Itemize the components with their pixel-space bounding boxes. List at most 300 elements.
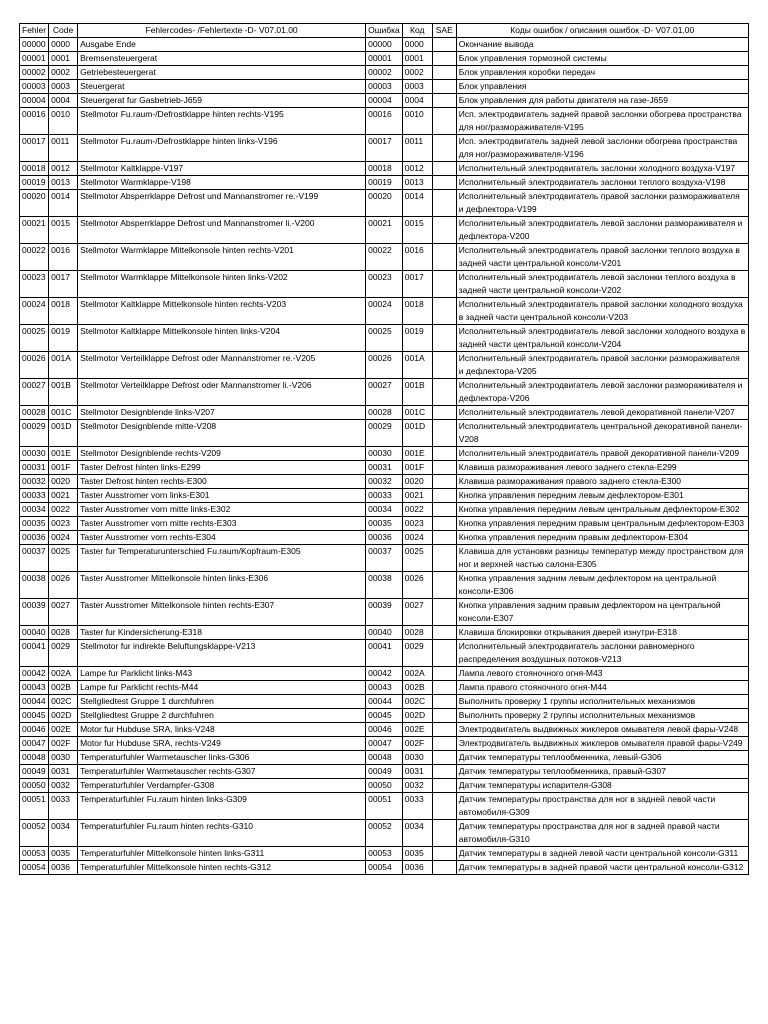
cell-fehler: 00019 xyxy=(20,176,49,190)
cell-code: 0033 xyxy=(49,793,78,820)
cell-oshibka: 00028 xyxy=(366,406,403,420)
cell-code: 0012 xyxy=(49,162,78,176)
cell-sae xyxy=(432,475,456,489)
cell-oshibka: 00051 xyxy=(366,793,403,820)
cell-ru-text: Кнопка управления передним левым дефлектором-E301 xyxy=(456,489,748,503)
cell-sae xyxy=(432,298,456,325)
cell-kod: 0015 xyxy=(402,217,432,244)
cell-de-text: Steuergerat xyxy=(78,80,366,94)
cell-code: 0011 xyxy=(49,135,78,162)
cell-de-text: Taster Ausstromer vorn links-E301 xyxy=(78,489,366,503)
cell-fehler: 00018 xyxy=(20,162,49,176)
header-kod: Код xyxy=(402,24,432,38)
cell-fehler: 00017 xyxy=(20,135,49,162)
cell-fehler: 00051 xyxy=(20,793,49,820)
table-row xyxy=(20,503,749,517)
cell-sae xyxy=(432,572,456,599)
cell-ru-text: Кнопка управления задним левым дефлектором на центральной консоли-E306 xyxy=(456,572,748,599)
cell-sae xyxy=(432,531,456,545)
cell-ru-text: Блок управления тормозной системы xyxy=(456,52,748,66)
cell-de-text: Taster Ausstromer Mittelkonsole hinten links-E306 xyxy=(78,572,366,599)
cell-sae xyxy=(432,709,456,723)
table-row xyxy=(20,352,749,379)
table-row xyxy=(20,176,749,190)
cell-code: 0026 xyxy=(49,572,78,599)
cell-oshibka: 00035 xyxy=(366,517,403,531)
cell-de-text: Temperaturfuhler Fu.raum hinten rechts-G310 xyxy=(78,820,366,847)
cell-fehler: 00026 xyxy=(20,352,49,379)
cell-de-text: Getriebesteuergerat xyxy=(78,66,366,80)
table-row xyxy=(20,52,749,66)
cell-sae xyxy=(432,38,456,52)
cell-oshibka: 00031 xyxy=(366,461,403,475)
cell-oshibka: 00036 xyxy=(366,531,403,545)
table-row xyxy=(20,162,749,176)
table-row xyxy=(20,751,749,765)
cell-code: 001D xyxy=(49,420,78,447)
cell-code: 0017 xyxy=(49,271,78,298)
cell-sae xyxy=(432,176,456,190)
cell-fehler: 00032 xyxy=(20,475,49,489)
cell-kod: 0032 xyxy=(402,779,432,793)
cell-fehler: 00027 xyxy=(20,379,49,406)
cell-code: 002E xyxy=(49,723,78,737)
table-row xyxy=(20,779,749,793)
cell-sae xyxy=(432,108,456,135)
cell-oshibka: 00021 xyxy=(366,217,403,244)
cell-oshibka: 00000 xyxy=(366,38,403,52)
cell-de-text: Temperaturfuhler Mittelkonsole hinten links-G311 xyxy=(78,847,366,861)
cell-de-text: Motor fur Hubduse SRA, rechts-V249 xyxy=(78,737,366,751)
cell-sae xyxy=(432,244,456,271)
cell-oshibka: 00039 xyxy=(366,599,403,626)
cell-code: 0022 xyxy=(49,503,78,517)
cell-fehler: 00001 xyxy=(20,52,49,66)
cell-de-text: Stellmotor Kaltklappe-V197 xyxy=(78,162,366,176)
table-row xyxy=(20,94,749,108)
cell-sae xyxy=(432,793,456,820)
cell-sae xyxy=(432,626,456,640)
cell-fehler: 00028 xyxy=(20,406,49,420)
header-fehler: Fehler xyxy=(20,24,49,38)
cell-kod: 002B xyxy=(402,681,432,695)
cell-sae xyxy=(432,723,456,737)
cell-code: 0032 xyxy=(49,779,78,793)
cell-code: 0014 xyxy=(49,190,78,217)
cell-oshibka: 00047 xyxy=(366,737,403,751)
table-row xyxy=(20,80,749,94)
error-code-table xyxy=(19,23,749,875)
cell-de-text: Motor fur Hubduse SRA, links-V248 xyxy=(78,723,366,737)
cell-fehler: 00031 xyxy=(20,461,49,475)
cell-kod: 0036 xyxy=(402,861,432,875)
cell-fehler: 00050 xyxy=(20,779,49,793)
cell-kod: 0002 xyxy=(402,66,432,80)
cell-sae xyxy=(432,640,456,667)
table-row xyxy=(20,325,749,352)
cell-code: 0010 xyxy=(49,108,78,135)
cell-kod: 0031 xyxy=(402,765,432,779)
cell-fehler: 00004 xyxy=(20,94,49,108)
cell-de-text: Stellmotor Verteilklappe Defrost oder Mannanstromer re.-V205 xyxy=(78,352,366,379)
cell-code: 0004 xyxy=(49,94,78,108)
cell-kod: 0012 xyxy=(402,162,432,176)
cell-sae xyxy=(432,379,456,406)
cell-oshibka: 00053 xyxy=(366,847,403,861)
cell-kod: 001A xyxy=(402,352,432,379)
cell-kod: 0010 xyxy=(402,108,432,135)
cell-oshibka: 00030 xyxy=(366,447,403,461)
cell-oshibka: 00040 xyxy=(366,626,403,640)
cell-fehler: 00002 xyxy=(20,66,49,80)
cell-sae xyxy=(432,190,456,217)
cell-oshibka: 00026 xyxy=(366,352,403,379)
cell-ru-text: Кнопка управления передним правым дефлектором-E304 xyxy=(456,531,748,545)
cell-ru-text: Датчик температуры пространства для ног в задней левой части автомобиля-G309 xyxy=(456,793,748,820)
header-sae: SAE xyxy=(432,24,456,38)
cell-kod: 0027 xyxy=(402,599,432,626)
cell-oshibka: 00022 xyxy=(366,244,403,271)
cell-oshibka: 00024 xyxy=(366,298,403,325)
cell-de-text: Stellmotor Designblende mitte-V208 xyxy=(78,420,366,447)
cell-oshibka: 00054 xyxy=(366,861,403,875)
cell-ru-text: Исполнительный электродвигатель заслонки холодного воздуха-V197 xyxy=(456,162,748,176)
cell-ru-text: Исполнительный электродвигатель центральной декоративной панели-V208 xyxy=(456,420,748,447)
cell-oshibka: 00023 xyxy=(366,271,403,298)
cell-de-text: Temperaturfuhler Fu.raum hinten links-G309 xyxy=(78,793,366,820)
cell-de-text: Temperaturfuhler Warmetauscher links-G306 xyxy=(78,751,366,765)
cell-ru-text: Исполнительный электродвигатель левой заслонки размораживателя и дефлектора-V206 xyxy=(456,379,748,406)
cell-oshibka: 00033 xyxy=(366,489,403,503)
table-row xyxy=(20,640,749,667)
cell-code: 001B xyxy=(49,379,78,406)
cell-ru-text: Датчик температуры в задней левой части центральной консоли-G311 xyxy=(456,847,748,861)
cell-de-text: Taster Ausstromer vorn rechts-E304 xyxy=(78,531,366,545)
cell-de-text: Stellmotor Fu.raum-/Defrostklappe hinten links-V196 xyxy=(78,135,366,162)
header-row xyxy=(20,24,749,38)
cell-kod: 0014 xyxy=(402,190,432,217)
table-row xyxy=(20,599,749,626)
cell-de-text: Lampe fur Parklicht links-M43 xyxy=(78,667,366,681)
cell-code: 0036 xyxy=(49,861,78,875)
cell-fehler: 00023 xyxy=(20,271,49,298)
cell-ru-text: Кнопка управления передним левым центральным дефлектором-E302 xyxy=(456,503,748,517)
table-row xyxy=(20,765,749,779)
cell-sae xyxy=(432,447,456,461)
cell-kod: 0013 xyxy=(402,176,432,190)
cell-kod: 002F xyxy=(402,737,432,751)
cell-oshibka: 00049 xyxy=(366,765,403,779)
cell-sae xyxy=(432,271,456,298)
cell-de-text: Stellmotor Designblende links-V207 xyxy=(78,406,366,420)
cell-ru-text: Исполнительный электродвигатель левой заслонки холодного воздуха в задней части центральной консоли-V204 xyxy=(456,325,748,352)
cell-sae xyxy=(432,80,456,94)
cell-sae xyxy=(432,325,456,352)
cell-fehler: 00021 xyxy=(20,217,49,244)
cell-kod: 0017 xyxy=(402,271,432,298)
table-row xyxy=(20,667,749,681)
table-row xyxy=(20,695,749,709)
cell-kod: 002E xyxy=(402,723,432,737)
cell-fehler: 00044 xyxy=(20,695,49,709)
cell-ru-text: Электродвигатель выдвижных жиклеров омывателя правой фары-V249 xyxy=(456,737,748,751)
cell-code: 002D xyxy=(49,709,78,723)
cell-code: 0035 xyxy=(49,847,78,861)
cell-sae xyxy=(432,545,456,572)
table-row xyxy=(20,723,749,737)
header-code: Code xyxy=(49,24,78,38)
cell-kod: 001F xyxy=(402,461,432,475)
cell-sae xyxy=(432,217,456,244)
cell-ru-text: Электродвигатель выдвижных жиклеров омывателя левой фары-V248 xyxy=(456,723,748,737)
cell-ru-text: Выполнить проверку 2 группы исполнительных механизмов xyxy=(456,709,748,723)
table-row xyxy=(20,709,749,723)
cell-fehler: 00042 xyxy=(20,667,49,681)
cell-ru-text: Кнопка управления задним правым дефлектором на центральной консоли-E307 xyxy=(456,599,748,626)
cell-code: 0031 xyxy=(49,765,78,779)
cell-sae xyxy=(432,420,456,447)
cell-de-text: Stellgliedtest Gruppe 2 durchfuhren xyxy=(78,709,366,723)
cell-de-text: Stellmotor Designblende rechts-V209 xyxy=(78,447,366,461)
cell-ru-text: Блок управления xyxy=(456,80,748,94)
cell-kod: 0026 xyxy=(402,572,432,599)
cell-sae xyxy=(432,94,456,108)
cell-kod: 001E xyxy=(402,447,432,461)
cell-sae xyxy=(432,162,456,176)
cell-sae xyxy=(432,847,456,861)
cell-kod: 0034 xyxy=(402,820,432,847)
cell-sae xyxy=(432,503,456,517)
cell-sae xyxy=(432,779,456,793)
header-oshibka: Ошибка xyxy=(366,24,403,38)
cell-fehler: 00048 xyxy=(20,751,49,765)
cell-fehler: 00036 xyxy=(20,531,49,545)
cell-kod: 002A xyxy=(402,667,432,681)
cell-code: 0021 xyxy=(49,489,78,503)
cell-sae xyxy=(432,406,456,420)
cell-de-text: Stellmotor fur indirekte Beluftungsklappe-V213 xyxy=(78,640,366,667)
cell-de-text: Stellmotor Verteilklappe Defrost oder Mannanstromer li.-V206 xyxy=(78,379,366,406)
cell-sae xyxy=(432,52,456,66)
cell-de-text: Taster fur Temperaturunterschied Fu.raum/Kopfraum-E305 xyxy=(78,545,366,572)
cell-sae xyxy=(432,66,456,80)
cell-de-text: Stellmotor Warmklappe Mittelkonsole hinten rechts-V201 xyxy=(78,244,366,271)
cell-oshibka: 00025 xyxy=(366,325,403,352)
table-row xyxy=(20,847,749,861)
table-row xyxy=(20,271,749,298)
cell-ru-text: Клавиша для установки разницы температур между пространством для ног и верхней частью салона-E305 xyxy=(456,545,748,572)
cell-oshibka: 00019 xyxy=(366,176,403,190)
cell-oshibka: 00044 xyxy=(366,695,403,709)
cell-sae xyxy=(432,695,456,709)
cell-sae xyxy=(432,861,456,875)
cell-sae xyxy=(432,461,456,475)
cell-oshibka: 00018 xyxy=(366,162,403,176)
cell-sae xyxy=(432,765,456,779)
cell-code: 0015 xyxy=(49,217,78,244)
cell-ru-text: Лампа левого стояночного огня-M43 xyxy=(456,667,748,681)
cell-oshibka: 00042 xyxy=(366,667,403,681)
table-row xyxy=(20,489,749,503)
cell-sae xyxy=(432,751,456,765)
cell-ru-text: Исп. электродвигатель задней левой заслонки обогрева пространства для ног/размораживателя-V196 xyxy=(456,135,748,162)
cell-ru-text: Клавиша блокировки открывания дверей изнутри-E318 xyxy=(456,626,748,640)
cell-code: 0028 xyxy=(49,626,78,640)
cell-kod: 0030 xyxy=(402,751,432,765)
cell-de-text: Ausgabe Ende xyxy=(78,38,366,52)
cell-kod: 002D xyxy=(402,709,432,723)
cell-fehler: 00046 xyxy=(20,723,49,737)
cell-de-text: Stellmotor Warmklappe Mittelkonsole hinten links-V202 xyxy=(78,271,366,298)
cell-fehler: 00022 xyxy=(20,244,49,271)
cell-sae xyxy=(432,517,456,531)
cell-ru-text: Датчик температуры теплообменника, левый-G306 xyxy=(456,751,748,765)
cell-kod: 0023 xyxy=(402,517,432,531)
table-row xyxy=(20,379,749,406)
cell-ru-text: Окончание вывода xyxy=(456,38,748,52)
cell-kod: 002C xyxy=(402,695,432,709)
cell-oshibka: 00034 xyxy=(366,503,403,517)
cell-oshibka: 00045 xyxy=(366,709,403,723)
cell-de-text: Stellmotor Absperrklappe Defrost und Mannanstromer re.-V199 xyxy=(78,190,366,217)
cell-sae xyxy=(432,599,456,626)
cell-de-text: Lampe fur Parklicht rechts-M44 xyxy=(78,681,366,695)
cell-oshibka: 00003 xyxy=(366,80,403,94)
cell-ru-text: Кнопка управления передним правым центральным дефлектором-E303 xyxy=(456,517,748,531)
cell-code: 0001 xyxy=(49,52,78,66)
cell-fehler: 00049 xyxy=(20,765,49,779)
cell-fehler: 00003 xyxy=(20,80,49,94)
cell-oshibka: 00048 xyxy=(366,751,403,765)
cell-code: 002C xyxy=(49,695,78,709)
cell-fehler: 00039 xyxy=(20,599,49,626)
cell-ru-text: Исполнительный электродвигатель левой декоративной панели-V207 xyxy=(456,406,748,420)
cell-code: 0018 xyxy=(49,298,78,325)
cell-fehler: 00038 xyxy=(20,572,49,599)
cell-fehler: 00052 xyxy=(20,820,49,847)
cell-code: 0024 xyxy=(49,531,78,545)
table-row xyxy=(20,861,749,875)
cell-code: 0000 xyxy=(49,38,78,52)
cell-sae xyxy=(432,737,456,751)
cell-oshibka: 00016 xyxy=(366,108,403,135)
cell-kod: 0024 xyxy=(402,531,432,545)
cell-ru-text: Лампа правого стояночного огня-M44 xyxy=(456,681,748,695)
header-ru-title: Коды ошибок / описания ошибок -D- V07.01.00 xyxy=(456,24,748,38)
table-row xyxy=(20,475,749,489)
cell-ru-text: Исполнительный электродвигатель правой декоративной панели-V209 xyxy=(456,447,748,461)
cell-fehler: 00053 xyxy=(20,847,49,861)
table-row xyxy=(20,244,749,271)
table-row xyxy=(20,820,749,847)
table-row xyxy=(20,461,749,475)
cell-kod: 001B xyxy=(402,379,432,406)
cell-kod: 0020 xyxy=(402,475,432,489)
cell-code: 0034 xyxy=(49,820,78,847)
cell-fehler: 00043 xyxy=(20,681,49,695)
cell-oshibka: 00027 xyxy=(366,379,403,406)
cell-code: 001F xyxy=(49,461,78,475)
cell-de-text: Taster Defrost hinten rechts-E300 xyxy=(78,475,366,489)
cell-de-text: Stellmotor Warmklappe-V198 xyxy=(78,176,366,190)
cell-de-text: Temperaturfuhler Verdampfer-G308 xyxy=(78,779,366,793)
cell-oshibka: 00050 xyxy=(366,779,403,793)
cell-ru-text: Клавиша размораживания левого заднего стекла-E299 xyxy=(456,461,748,475)
cell-de-text: Stellmotor Kaltklappe Mittelkonsole hinten rechts-V203 xyxy=(78,298,366,325)
cell-ru-text: Исполнительный электродвигатель правой заслонки размораживателя и дефлектора-V199 xyxy=(456,190,748,217)
cell-kod: 0035 xyxy=(402,847,432,861)
cell-fehler: 00045 xyxy=(20,709,49,723)
cell-code: 001A xyxy=(49,352,78,379)
table-row xyxy=(20,793,749,820)
cell-code: 0002 xyxy=(49,66,78,80)
cell-de-text: Bremsensteuergerat xyxy=(78,52,366,66)
cell-fehler: 00034 xyxy=(20,503,49,517)
cell-ru-text: Исполнительный электродвигатель правой заслонки теплого воздуха в задней части центральной консоли-V201 xyxy=(456,244,748,271)
cell-sae xyxy=(432,352,456,379)
cell-ru-text: Исполнительный электродвигатель правой заслонки размораживателя и дефлектора-V205 xyxy=(456,352,748,379)
cell-kod: 0033 xyxy=(402,793,432,820)
cell-fehler: 00054 xyxy=(20,861,49,875)
cell-ru-text: Датчик температуры испарителя-G308 xyxy=(456,779,748,793)
cell-fehler: 00041 xyxy=(20,640,49,667)
cell-fehler: 00035 xyxy=(20,517,49,531)
cell-code: 002F xyxy=(49,737,78,751)
cell-oshibka: 00046 xyxy=(366,723,403,737)
cell-code: 0016 xyxy=(49,244,78,271)
cell-kod: 0022 xyxy=(402,503,432,517)
cell-fehler: 00020 xyxy=(20,190,49,217)
cell-code: 0003 xyxy=(49,80,78,94)
cell-code: 0029 xyxy=(49,640,78,667)
cell-kod: 0028 xyxy=(402,626,432,640)
cell-ru-text: Исполнительный электродвигатель левой заслонки размораживателя и дефлектора-V200 xyxy=(456,217,748,244)
table-row xyxy=(20,298,749,325)
cell-oshibka: 00052 xyxy=(366,820,403,847)
cell-de-text: Temperaturfuhler Warmetauscher rechts-G307 xyxy=(78,765,366,779)
cell-ru-text: Блок управления для работы двигателя на газе-J659 xyxy=(456,94,748,108)
cell-de-text: Taster Ausstromer vorn mitte rechts-E303 xyxy=(78,517,366,531)
table-row xyxy=(20,38,749,52)
cell-sae xyxy=(432,681,456,695)
cell-oshibka: 00017 xyxy=(366,135,403,162)
table-row xyxy=(20,66,749,80)
cell-sae xyxy=(432,820,456,847)
cell-oshibka: 00020 xyxy=(366,190,403,217)
cell-fehler: 00029 xyxy=(20,420,49,447)
cell-ru-text: Исполнительный электродвигатель левой заслонки теплого воздуха в задней части центральной консоли-V202 xyxy=(456,271,748,298)
cell-fehler: 00033 xyxy=(20,489,49,503)
cell-ru-text: Датчик температуры в задней правой части центральной консоли-G312 xyxy=(456,861,748,875)
cell-ru-text: Датчик температуры теплообменника, правый-G307 xyxy=(456,765,748,779)
table-row xyxy=(20,190,749,217)
cell-ru-text: Клавиша размораживания правого заднего стекла-E300 xyxy=(456,475,748,489)
cell-de-text: Taster Defrost hinten links-E299 xyxy=(78,461,366,475)
cell-ru-text: Исполнительный электродвигатель заслонки теплого воздуха-V198 xyxy=(456,176,748,190)
cell-oshibka: 00041 xyxy=(366,640,403,667)
cell-kod: 0004 xyxy=(402,94,432,108)
cell-code: 0023 xyxy=(49,517,78,531)
cell-oshibka: 00029 xyxy=(366,420,403,447)
cell-ru-text: Выполнить проверку 1 группы исполнительных механизмов xyxy=(456,695,748,709)
cell-kod: 001D xyxy=(402,420,432,447)
cell-sae xyxy=(432,135,456,162)
cell-oshibka: 00038 xyxy=(366,572,403,599)
cell-kod: 0021 xyxy=(402,489,432,503)
cell-fehler: 00030 xyxy=(20,447,49,461)
cell-kod: 0011 xyxy=(402,135,432,162)
cell-code: 002B xyxy=(49,681,78,695)
